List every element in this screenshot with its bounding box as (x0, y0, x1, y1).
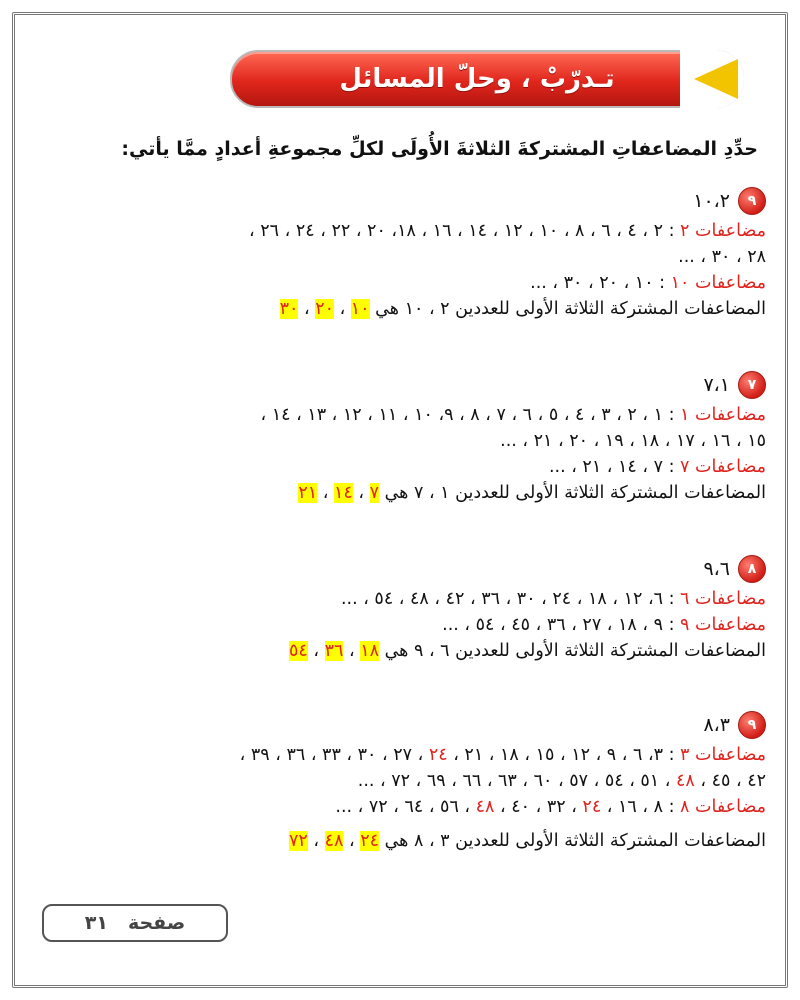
multiples-line: مضاعفات ٦ : ٦، ١٢ ، ١٨ ، ٢٤ ، ٣٠ ، ٣٦ ، ٤٢ ، ٤٨ ، ٥٤ ، ... (340, 589, 766, 609)
multiples-line-cont: ١٥ ، ١٦ ، ١٧ ، ١٨ ، ١٩ ، ٢٠ ، ٢١ ، ... (500, 431, 766, 451)
answer-line: المضاعفات المشتركة الثلاثة الأولى للعددين ٣ ، ٨ هي ٢٤ ، ٤٨ ، ٧٢ (289, 831, 766, 851)
multiples-line: مضاعفات ٨ : ٨ ، ١٦ ، ٢٤ ، ٣٢ ، ٤٠ ، ٤٨ ، ٥٦ ، ٦٤ ، ٧٢ ، ... (335, 797, 766, 817)
banner-title: تـدرّبْ ، وحلّ المسائل (339, 64, 615, 94)
problem-3 (30, 552, 766, 664)
problem-numbers: ٩،٦ (703, 558, 730, 580)
answer-value: ٧٢ (289, 831, 308, 851)
multiples-label: مضاعفات ٧ (680, 457, 766, 477)
multiples-line: مضاعفات ٩ : ٩ ، ١٨ ، ٢٧ ، ٣٦ ، ٤٥ ، ٥٤ ، ... (442, 615, 766, 635)
answer-value: ٧ (369, 483, 379, 503)
problem-4 (30, 708, 766, 854)
multiples-line-cont: ٢٨ ، ٣٠ ، ... (678, 247, 766, 267)
answer-value: ٢٤ (360, 831, 379, 851)
multiples-label: مضاعفات ٨ (680, 797, 766, 817)
multiples-label: مضاعفات ١٠ (670, 273, 766, 293)
answer-value: ١٠ (350, 299, 370, 319)
answer-value: ١٤ (334, 483, 353, 503)
problem-number-badge: ٩ (738, 711, 766, 739)
answer-value: ٣٦ (324, 641, 344, 661)
multiples-line: مضاعفات ١٠ : ١٠ ، ٢٠ ، ٣٠ ، ... (530, 273, 766, 293)
common-multiple: ٤٨ (676, 771, 695, 791)
problem-1 (30, 184, 766, 322)
problem-number-badge: ٨ (738, 555, 766, 583)
problem-numbers: ٨،٣ (703, 714, 730, 736)
multiples-line-cont: ٤٢ ، ٤٥ ، ٤٨ ، ٥١ ، ٥٤ ، ٥٧ ، ٦٠ ، ٦٣ ، ٦٦ ، ٦٩ ، ٧٢ ، ... (357, 771, 766, 791)
common-multiple: ٤٨ (475, 797, 495, 817)
answer-line: المضاعفات المشتركة الثلاثة الأولى للعددين ٦ ، ٩ هي ١٨ ، ٣٦ ، ٥٤ (289, 641, 766, 661)
problem-numbers: ٧،١ (703, 374, 730, 396)
banner-arrow-icon (680, 50, 744, 108)
problem-2 (30, 368, 766, 506)
answer-line: المضاعفات المشتركة الثلاثة الأولى للعددين ١ ، ٧ هي ٧ ، ١٤ ، ٢١ (298, 483, 766, 503)
multiples-line: مضاعفات ٧ : ٧ ، ١٤ ، ٢١ ، ... (548, 457, 766, 477)
common-multiple: ٢٤ (582, 797, 602, 817)
multiples-label: مضاعفات ٣ (680, 745, 766, 765)
problem-number-badge: ٧ (738, 371, 766, 399)
page-label: صفحة (127, 912, 186, 934)
multiples-label: مضاعفات ١ (680, 405, 766, 425)
answer-value: ٤٨ (324, 831, 344, 851)
problem-numbers: ١٠،٢ (693, 190, 730, 212)
page-number: ٣١ (84, 912, 108, 934)
multiples-label: مضاعفات ٦ (680, 589, 766, 609)
common-multiple: ٢٤ (428, 745, 448, 765)
multiples-line: مضاعفات ٢ : ٢ ، ٤ ، ٦ ، ٨ ، ١٠ ، ١٢ ، ١٤ ، ١٦ ، ١٨، ٢٠ ، ٢٢ ، ٢٤ ، ٢٦ ، (249, 221, 766, 241)
page-number-box (42, 904, 228, 942)
multiples-line: مضاعفات ١ : ١ ، ٢ ، ٣ ، ٤ ، ٥ ، ٦ ، ٧ ، ٨ ، ٩، ١٠ ، ١١ ، ١٢ ، ١٣ ، ١٤ ، (260, 405, 766, 425)
answer-value: ٣٠ (279, 299, 299, 319)
answer-value: ٢٠ (315, 299, 334, 319)
answer-line: المضاعفات المشتركة الثلاثة الأولى للعددين ٢ ، ١٠ هي ١٠ ، ٢٠ ، ٣٠ (279, 299, 766, 319)
multiples-label: مضاعفات ٩ (680, 615, 766, 635)
multiples-label: مضاعفات ٢ (680, 221, 766, 241)
answer-value: ٢١ (298, 483, 318, 503)
answer-value: ١٨ (360, 641, 379, 661)
instructions: حدِّدِ المضاعفاتِ المشتركةَ الثلاثةَ الأُولَى لكلِّ مجموعةِ أعدادٍ ممَّا يأتي: (121, 138, 758, 160)
multiples-line: مضاعفات ٣ : ٣، ٦ ، ٩ ، ١٢ ، ١٥ ، ١٨ ، ٢١ ، ٢٤ ، ٢٧ ، ٣٠ ، ٣٣ ، ٣٦ ، ٣٩ ، (239, 745, 766, 765)
answer-value: ٥٤ (289, 641, 308, 661)
section-banner (230, 50, 744, 108)
problem-number-badge: ٩ (738, 187, 766, 215)
